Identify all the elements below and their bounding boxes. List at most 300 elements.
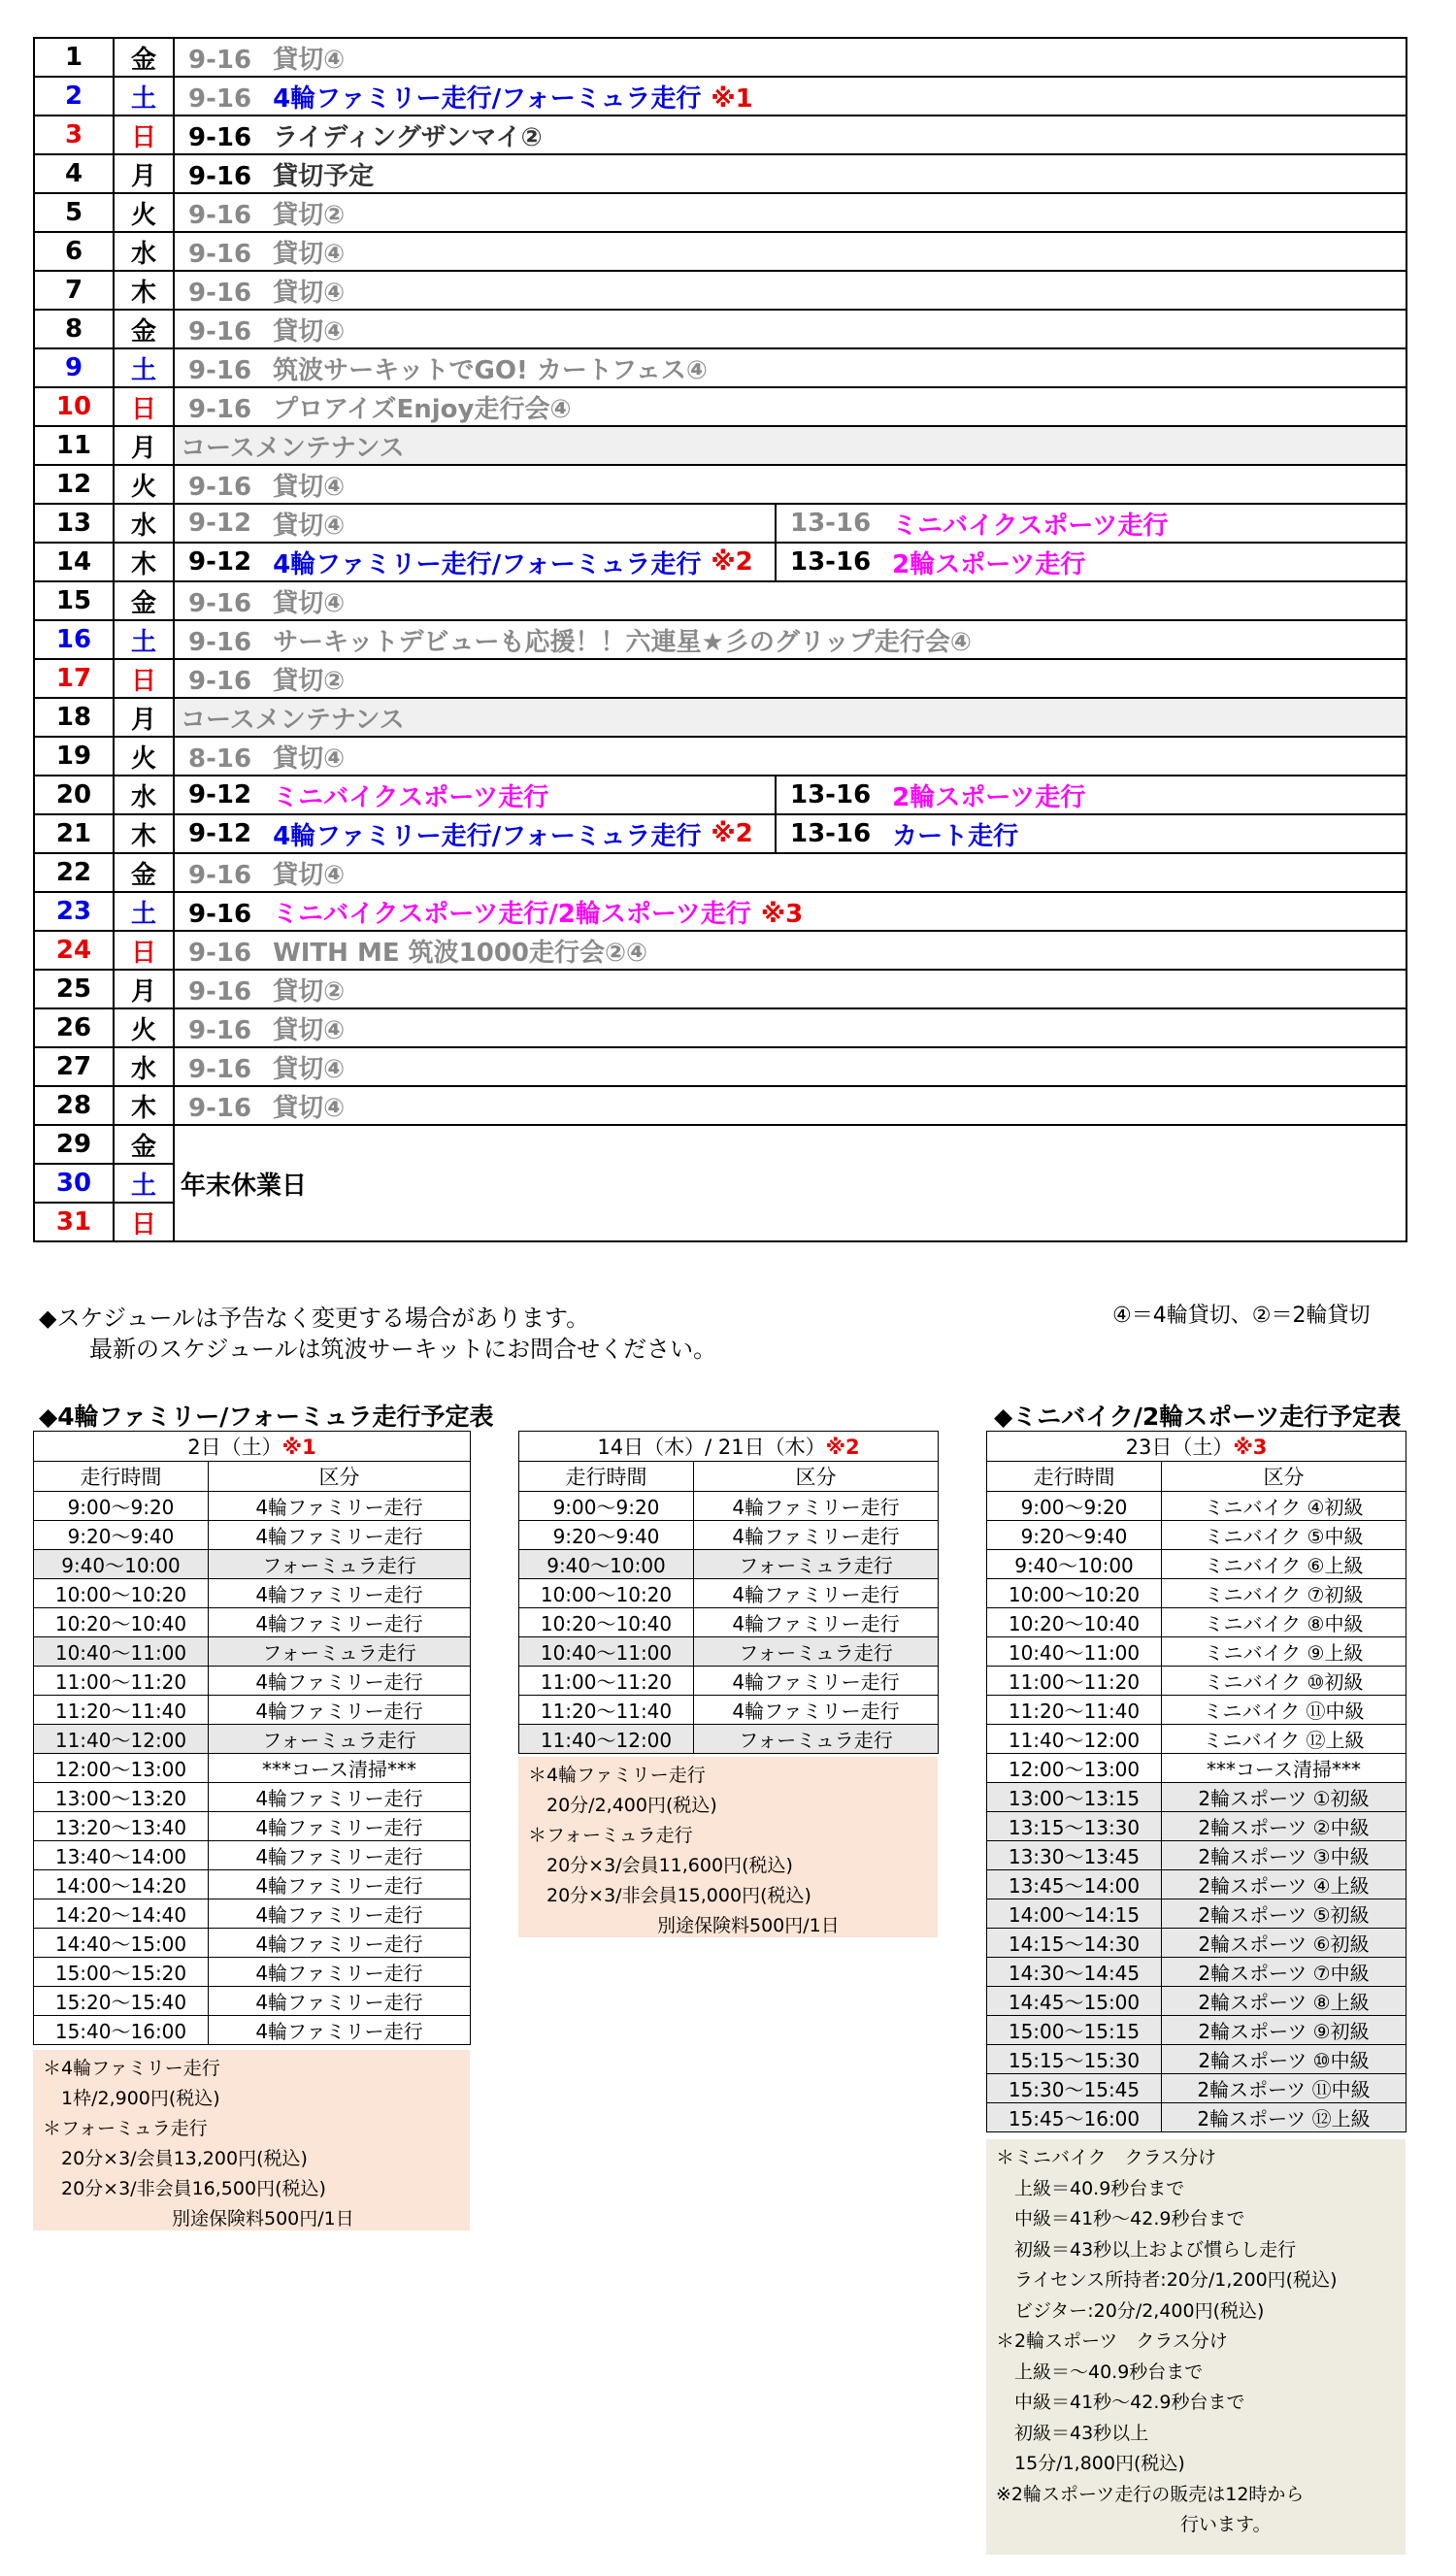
event-cell <box>174 776 1406 814</box>
event-name: ミニバイクスポーツ走行/2輪スポーツ走行 <box>273 899 751 929</box>
event-cell <box>174 581 1406 620</box>
calendar-row <box>34 154 1406 193</box>
fee-note-line: 20分×3/非会員15,000円(税込) <box>528 1885 811 1906</box>
table-row <box>987 2074 1406 2103</box>
col-header-category: 区分 <box>209 1462 471 1492</box>
session-time: 12:00～13:00 <box>987 1754 1162 1783</box>
event-cell <box>174 620 1406 659</box>
fee-note-line: ＊2輪スポーツ クラス分け <box>996 2330 1228 2352</box>
day-number: 7 <box>34 271 114 310</box>
table-date-row <box>987 1432 1406 1462</box>
session-category: 2輪スポーツ ⑩中級 <box>1162 2045 1406 2074</box>
table-row <box>34 1841 471 1870</box>
table-row <box>519 1550 939 1579</box>
table-row <box>987 1754 1406 1783</box>
session-category: ***コース清掃*** <box>209 1754 471 1783</box>
table-row <box>34 1725 471 1754</box>
day-number: 19 <box>34 737 114 776</box>
session-time: 14:15～14:30 <box>987 1929 1162 1958</box>
day-number: 15 <box>34 581 114 620</box>
day-number: 2 <box>34 77 114 116</box>
session-category: フォーミュラ走行 <box>209 1550 471 1579</box>
session-category: 2輪スポーツ ⑤初級 <box>1162 1899 1406 1929</box>
table-row <box>987 1492 1406 1521</box>
event-name: 貸切④ <box>273 45 346 75</box>
calendar-row <box>34 1008 1406 1047</box>
session-category: フォーミュラ走行 <box>694 1637 939 1667</box>
session-time: 10:40～11:00 <box>987 1637 1162 1667</box>
event-name: 貸切② <box>273 976 346 1007</box>
session-time: 10:20～10:40 <box>519 1608 694 1637</box>
calendar-row <box>34 271 1406 310</box>
session-category: 4輪ファミリー走行 <box>209 1929 471 1958</box>
session-category: 2輪スポーツ ③中級 <box>1162 1841 1406 1870</box>
table-row <box>987 1987 1406 2016</box>
event-name: 貸切② <box>273 200 346 230</box>
calendar-row <box>34 465 1406 504</box>
fee-note-line: 別途保険料500円/1日 <box>43 2208 354 2229</box>
event-note-mark: ※2 <box>711 819 753 848</box>
table-row <box>519 1492 939 1521</box>
fee-note-line: 20分×3/非会員16,500円(税込) <box>43 2178 326 2199</box>
event-cell <box>174 970 1406 1008</box>
session-time: 11:20～11:40 <box>987 1696 1162 1725</box>
calendar-row <box>34 38 1406 77</box>
weekday: 日 <box>114 1203 174 1241</box>
day-number: 16 <box>34 620 114 659</box>
day-number: 29 <box>34 1125 114 1164</box>
table-row <box>34 1754 471 1783</box>
event-name: 貸切② <box>273 666 346 696</box>
day-number: 27 <box>34 1047 114 1086</box>
event-time: 9-16 <box>188 394 252 424</box>
session-category: 4輪ファミリー走行 <box>209 1579 471 1608</box>
day-number: 1 <box>34 38 114 77</box>
session-time: 9:00～9:20 <box>34 1492 209 1521</box>
event-cell <box>174 543 1406 581</box>
session-category: 4輪ファミリー走行 <box>209 1899 471 1929</box>
calendar-row <box>34 620 1406 659</box>
fee-note-line: 初級＝43秒以上および慣らし走行 <box>996 2238 1297 2261</box>
table-row <box>34 1550 471 1579</box>
weekday: 水 <box>114 504 174 543</box>
table-row <box>34 1783 471 1812</box>
table-row <box>34 1812 471 1841</box>
session-category: ミニバイク ⑧中級 <box>1162 1608 1406 1637</box>
table-row <box>34 1958 471 1987</box>
event-name: 貸切予定 <box>273 161 375 191</box>
table-row <box>34 1579 471 1608</box>
table-row <box>34 1492 471 1521</box>
event-time: 9-16 <box>188 1054 252 1084</box>
event-time: 9-16 <box>188 122 252 152</box>
event-cell <box>174 387 1406 426</box>
session-time: 9:00～9:20 <box>987 1492 1162 1521</box>
session-category: 4輪ファミリー走行 <box>694 1492 939 1521</box>
day-number: 31 <box>34 1203 114 1241</box>
date-note-mark: ※2 <box>825 1436 860 1459</box>
table-row <box>34 2016 471 2045</box>
event-time: 8-16 <box>188 743 252 774</box>
table-row <box>987 1696 1406 1725</box>
event-name: 貸切④ <box>273 743 346 774</box>
calendar-row <box>34 426 1406 465</box>
day-number: 4 <box>34 154 114 193</box>
weekday: 日 <box>114 116 174 154</box>
event-time: 9-12 <box>188 819 252 848</box>
weekday: 土 <box>114 892 174 931</box>
event-cell <box>174 154 1406 193</box>
session-time: 13:20～13:40 <box>34 1812 209 1841</box>
session-time: 15:00～15:20 <box>34 1958 209 1987</box>
fee-note-line: 1枠/2,900円(税込) <box>43 2088 220 2109</box>
col-header-time: 走行時間 <box>987 1462 1162 1492</box>
day-number: 8 <box>34 310 114 348</box>
fee-note-line: 上級＝40.9秒台まで <box>996 2177 1185 2199</box>
day-number: 14 <box>34 543 114 581</box>
event-time: 13-16 <box>790 780 872 809</box>
date-label: 2日（土） <box>187 1436 282 1459</box>
calendar-row <box>34 116 1406 154</box>
event-time: 9-16 <box>188 200 252 230</box>
split-event <box>175 815 1406 852</box>
session-time: 13:00～13:15 <box>987 1783 1162 1812</box>
table-row <box>519 1579 939 1608</box>
afternoon-event <box>777 506 1168 542</box>
session-category: フォーミュラ走行 <box>209 1637 471 1667</box>
weekday: 火 <box>114 1008 174 1047</box>
weekday: 月 <box>114 970 174 1008</box>
event-name: 貸切④ <box>273 316 346 347</box>
event-name: サーキットデビューも応援！！六連星★彡のグリップ走行会④ <box>273 627 972 657</box>
session-category: 4輪ファミリー走行 <box>209 2016 471 2045</box>
weekday: 火 <box>114 465 174 504</box>
event-cell <box>174 504 1406 543</box>
event-name: 4輪ファミリー走行/フォーミュラ走行 <box>273 549 702 579</box>
session-time: 9:40～10:00 <box>987 1550 1162 1579</box>
table-row <box>987 1667 1406 1696</box>
event-cell: コースメンテナンス <box>174 698 1406 737</box>
event-time: 9-12 <box>188 509 252 538</box>
calendar-row <box>34 853 1406 892</box>
calendar-row <box>34 931 1406 970</box>
table-row <box>987 1725 1406 1754</box>
weekday: 日 <box>114 659 174 698</box>
table-row <box>34 1521 471 1550</box>
event-name: カート走行 <box>892 821 1019 851</box>
schedule-table-day14-21 <box>518 1431 939 1754</box>
event-time: 9-16 <box>188 860 252 890</box>
event-name: 貸切④ <box>273 278 346 308</box>
session-category: 2輪スポーツ ⑨初級 <box>1162 2016 1406 2045</box>
calendar-row <box>34 193 1406 232</box>
calendar-row <box>34 504 1406 543</box>
day-number: 6 <box>34 232 114 271</box>
event-name: 貸切④ <box>273 1015 346 1045</box>
fee-note-line: 20分×3/会員11,600円(税込) <box>528 1855 793 1876</box>
weekday: 水 <box>114 232 174 271</box>
calendar-row <box>34 698 1406 737</box>
fee-note-line: ＊フォーミュラ走行 <box>528 1825 693 1846</box>
morning-event <box>175 544 777 580</box>
session-category: 2輪スポーツ ①初級 <box>1162 1783 1406 1812</box>
table-row <box>34 1899 471 1929</box>
table-row <box>987 1579 1406 1608</box>
session-time: 11:20～11:40 <box>34 1696 209 1725</box>
weekday: 木 <box>114 1086 174 1125</box>
col-header-category: 区分 <box>694 1462 939 1492</box>
day-number: 13 <box>34 504 114 543</box>
session-category: フォーミュラ走行 <box>209 1725 471 1754</box>
weekday: 火 <box>114 193 174 232</box>
calendar-row <box>34 659 1406 698</box>
calendar-row <box>34 581 1406 620</box>
table-row <box>519 1608 939 1637</box>
event-time: 9-16 <box>188 899 252 929</box>
session-time: 14:45～15:00 <box>987 1987 1162 2016</box>
two-wheel-title: ◆ミニバイク/2輪スポーツ走行予定表 <box>994 1403 1402 1431</box>
session-category: 4輪ファミリー走行 <box>694 1696 939 1725</box>
session-category: ミニバイク ④初級 <box>1162 1492 1406 1521</box>
event-cell <box>174 814 1406 853</box>
event-time: 9-16 <box>188 666 252 696</box>
fee-note-line: 初級＝43秒以上 <box>996 2422 1149 2444</box>
schedule-table-day2 <box>33 1431 471 2045</box>
table-row <box>519 1667 939 1696</box>
calendar-row <box>34 348 1406 387</box>
event-note-mark: ※3 <box>760 899 804 929</box>
split-event <box>175 505 1406 542</box>
event-time: 9-16 <box>188 938 252 968</box>
date-note-mark: ※3 <box>1233 1436 1268 1459</box>
split-event <box>175 776 1406 813</box>
monthly-calendar <box>33 37 1407 1242</box>
event-name: 4輪ファミリー走行/フォーミュラ走行 <box>273 83 702 114</box>
table-date <box>519 1432 939 1462</box>
event-cell <box>174 931 1406 970</box>
session-category: 2輪スポーツ ④上級 <box>1162 1870 1406 1899</box>
session-time: 15:30～15:45 <box>987 2074 1162 2103</box>
session-time: 10:00～10:20 <box>519 1579 694 1608</box>
event-time: 9-16 <box>188 588 252 618</box>
schedule-table-day23 <box>986 1431 1406 2132</box>
session-time: 9:40～10:00 <box>34 1550 209 1579</box>
event-time: 9-16 <box>188 1093 252 1123</box>
table-header-row <box>987 1462 1406 1492</box>
event-time: 9-16 <box>188 355 252 385</box>
session-time: 11:00～11:20 <box>519 1667 694 1696</box>
calendar-row <box>34 892 1406 931</box>
weekday: 木 <box>114 271 174 310</box>
session-time: 15:15～15:30 <box>987 2045 1162 2074</box>
session-time: 9:20～9:40 <box>34 1521 209 1550</box>
session-time: 9:20～9:40 <box>519 1521 694 1550</box>
day-number: 11 <box>34 426 114 465</box>
session-time: 11:20～11:40 <box>519 1696 694 1725</box>
session-category: 4輪ファミリー走行 <box>209 1667 471 1696</box>
weekday: 金 <box>114 1125 174 1164</box>
event-name: 貸切④ <box>273 860 346 890</box>
day-number: 24 <box>34 931 114 970</box>
session-category: 2輪スポーツ ⑦中級 <box>1162 1958 1406 1987</box>
calendar-row <box>34 1047 1406 1086</box>
weekday: 金 <box>114 581 174 620</box>
table-row <box>519 1725 939 1754</box>
day-number: 5 <box>34 193 114 232</box>
table-date <box>34 1432 471 1462</box>
event-name: 4輪ファミリー走行/フォーミュラ走行 <box>273 821 702 851</box>
event-time: 9-16 <box>188 161 252 191</box>
table-row <box>987 1958 1406 1987</box>
date-label: 23日（土） <box>1125 1436 1234 1459</box>
session-time: 15:00～15:15 <box>987 2016 1162 2045</box>
event-name: 2輪スポーツ走行 <box>892 549 1086 579</box>
event-note-mark: ※1 <box>711 83 753 114</box>
day-number: 21 <box>34 814 114 853</box>
table-row <box>34 1667 471 1696</box>
event-time: 13-16 <box>790 509 872 538</box>
day-number: 18 <box>34 698 114 737</box>
session-category: 2輪スポーツ ⑪中級 <box>1162 2074 1406 2103</box>
fee-note-line: ＊ミニバイク クラス分け <box>996 2147 1217 2168</box>
fee-note-line: 別途保険料500円/1日 <box>528 1915 840 1936</box>
session-time: 11:00～11:20 <box>987 1667 1162 1696</box>
table-row <box>519 1637 939 1667</box>
calendar-row <box>34 232 1406 271</box>
weekday: 水 <box>114 1047 174 1086</box>
event-cell <box>174 77 1406 116</box>
session-category: ミニバイク ⑥上級 <box>1162 1550 1406 1579</box>
calendar-row <box>34 970 1406 1008</box>
event-time: 9-16 <box>188 627 252 657</box>
split-event <box>175 544 1406 580</box>
event-time: 9-16 <box>188 472 252 502</box>
fee-note-line: 行います。 <box>996 2514 1272 2535</box>
session-category: 2輪スポーツ ⑫上級 <box>1162 2103 1406 2132</box>
table-row <box>987 2016 1406 2045</box>
four-wheel-title: ◆4輪ファミリー/フォーミュラ走行予定表 <box>39 1403 494 1431</box>
event-note-mark: ※2 <box>711 547 753 577</box>
day14-21-fee-notes <box>518 1757 938 1937</box>
session-time: 13:15～13:30 <box>987 1812 1162 1841</box>
event-name: 筑波サーキットでGO! カートフェス④ <box>273 355 708 385</box>
event-cell: コースメンテナンス <box>174 426 1406 465</box>
fee-note-line: 15分/1,800円(税込) <box>996 2453 1185 2474</box>
session-time: 9:20～9:40 <box>987 1521 1162 1550</box>
date-note-mark: ※1 <box>281 1436 316 1459</box>
weekday: 木 <box>114 543 174 581</box>
session-time: 10:40～11:00 <box>519 1637 694 1667</box>
day-number: 9 <box>34 348 114 387</box>
day-number: 25 <box>34 970 114 1008</box>
table-row <box>34 1987 471 2016</box>
fee-note-line: ＊4輪ファミリー走行 <box>43 2058 220 2079</box>
date-label: 14日（木）/ 21日（木） <box>597 1436 826 1459</box>
calendar-row <box>34 814 1406 853</box>
morning-event <box>175 815 777 852</box>
event-time: 9-12 <box>188 780 252 809</box>
table-row <box>987 1550 1406 1579</box>
event-name: ミニバイクスポーツ走行 <box>892 511 1169 541</box>
table-row <box>987 1783 1406 1812</box>
session-time: 11:40～12:00 <box>519 1725 694 1754</box>
table-row <box>34 1608 471 1637</box>
weekday: 月 <box>114 154 174 193</box>
calendar-row <box>34 1086 1406 1125</box>
event-cell <box>174 853 1406 892</box>
session-time: 14:40～15:00 <box>34 1929 209 1958</box>
schedule-note: ◆スケジュールは予告なく変更する場合があります。 <box>39 1305 590 1332</box>
event-cell <box>174 1047 1406 1086</box>
session-category: 4輪ファミリー走行 <box>694 1579 939 1608</box>
fee-note-line: 20分×3/会員13,200円(税込) <box>43 2148 308 2169</box>
calendar-row <box>34 310 1406 348</box>
calendar-row <box>34 1125 1406 1164</box>
table-row <box>519 1696 939 1725</box>
session-category: 4輪ファミリー走行 <box>694 1667 939 1696</box>
weekday: 土 <box>114 348 174 387</box>
event-time: 9-16 <box>188 239 252 269</box>
session-category: 2輪スポーツ ②中級 <box>1162 1812 1406 1841</box>
table-row <box>34 1637 471 1667</box>
fee-note-line: ＊フォーミュラ走行 <box>43 2118 208 2139</box>
session-category: ミニバイク ⑫上級 <box>1162 1725 1406 1754</box>
event-name: 貸切④ <box>273 239 346 269</box>
table-date-row <box>519 1432 939 1462</box>
session-time: 13:00～13:20 <box>34 1783 209 1812</box>
day-number: 26 <box>34 1008 114 1047</box>
session-time: 13:40～14:00 <box>34 1841 209 1870</box>
table-row <box>987 1521 1406 1550</box>
table-row <box>987 2103 1406 2132</box>
session-category: 4輪ファミリー走行 <box>209 1870 471 1899</box>
session-category: 4輪ファミリー走行 <box>209 1608 471 1637</box>
day-number: 12 <box>34 465 114 504</box>
session-category: ミニバイク ⑤中級 <box>1162 1521 1406 1550</box>
session-time: 13:30～13:45 <box>987 1841 1162 1870</box>
session-category: フォーミュラ走行 <box>694 1550 939 1579</box>
session-category: 4輪ファミリー走行 <box>209 1958 471 1987</box>
event-cell <box>174 116 1406 154</box>
event-name: 貸切④ <box>273 472 346 502</box>
event-cell <box>174 659 1406 698</box>
weekday: 月 <box>114 426 174 465</box>
event-name: ミニバイクスポーツ走行 <box>273 782 549 812</box>
session-category: 4輪ファミリー走行 <box>209 1521 471 1550</box>
event-name: 貸切④ <box>273 588 346 618</box>
session-time: 10:20～10:40 <box>987 1608 1162 1637</box>
event-time: 9-16 <box>188 1015 252 1045</box>
session-category: ミニバイク ⑩初級 <box>1162 1667 1406 1696</box>
session-time: 13:45～14:00 <box>987 1870 1162 1899</box>
fee-note-line: ※2輪スポーツ走行の販売は12時から <box>996 2483 1305 2505</box>
weekday: 土 <box>114 620 174 659</box>
day-number: 22 <box>34 853 114 892</box>
table-row <box>519 1521 939 1550</box>
table-row <box>987 1899 1406 1929</box>
table-row <box>34 1696 471 1725</box>
session-time: 15:45～16:00 <box>987 2103 1162 2132</box>
event-time: 9-16 <box>188 83 252 114</box>
event-name: 貸切④ <box>273 511 346 541</box>
session-time: 15:40～16:00 <box>34 2016 209 2045</box>
weekday: 火 <box>114 737 174 776</box>
table-row <box>987 1812 1406 1841</box>
day-number: 30 <box>34 1164 114 1203</box>
event-cell <box>174 310 1406 348</box>
event-time: 9-16 <box>188 976 252 1007</box>
table-header-row <box>519 1462 939 1492</box>
